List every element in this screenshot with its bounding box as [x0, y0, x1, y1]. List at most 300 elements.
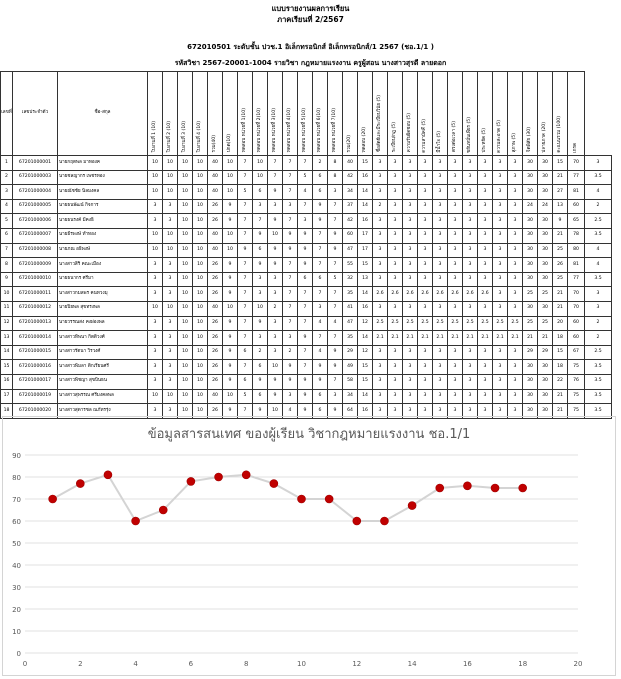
table-cell: 10 — [178, 258, 193, 273]
table-cell: 7 — [238, 170, 253, 185]
table-cell: 21 — [553, 287, 568, 302]
table-cell: 3.5 — [585, 404, 612, 419]
table-cell: 9 — [328, 243, 343, 258]
table-cell: 3 — [493, 345, 508, 360]
table-cell: 7 — [283, 170, 298, 185]
table-cell: 9 — [328, 228, 343, 243]
table-cell: 3 — [493, 214, 508, 229]
table-cell: 3 — [508, 404, 523, 419]
table-cell: 2.5 — [433, 316, 448, 331]
table-cell: 3 — [448, 360, 463, 375]
table-cell: 9 — [223, 316, 238, 331]
table-cell: 3 — [388, 272, 403, 287]
score-line-chart — [3, 417, 615, 675]
table-cell: 3 — [478, 301, 493, 316]
table-cell: 40 — [208, 301, 223, 316]
table-cell: 10 — [268, 228, 283, 243]
student-name-cell: นายปิยพล สุขทรงพล — [58, 301, 148, 316]
table-cell: 65 — [568, 214, 585, 229]
table-cell: 3 — [448, 185, 463, 200]
table-cell: 67201000017 — [13, 374, 58, 389]
table-cell: 10 — [178, 316, 193, 331]
table-cell: 10 — [178, 185, 193, 200]
table-cell: 67201000008 — [13, 243, 58, 258]
table-cell: 7 — [238, 287, 253, 302]
table-cell: 3 — [448, 389, 463, 404]
table-cell: 2.5 — [388, 316, 403, 331]
table-cell: 2.1 — [373, 331, 388, 346]
table-cell: 3 — [433, 389, 448, 404]
column-header — [148, 72, 163, 156]
table-cell: 2.6 — [433, 287, 448, 302]
table-cell: 3 — [508, 243, 523, 258]
column-header — [328, 72, 343, 156]
table-cell: 3 — [268, 287, 283, 302]
table-cell: 3 — [388, 374, 403, 389]
table-cell: 5 — [238, 185, 253, 200]
column-header-label: ใบงานที่ 2 (10) — [166, 120, 172, 153]
table-cell: 26 — [208, 345, 223, 360]
table-cell: 6 — [253, 389, 268, 404]
table-cell: 13 — [1, 331, 13, 346]
table-cell: 10 — [193, 228, 208, 243]
column-header — [478, 72, 493, 156]
table-cell: 14 — [358, 287, 373, 302]
table-row — [1, 272, 612, 287]
table-cell: 24 — [538, 199, 553, 214]
table-cell: 10 — [178, 374, 193, 389]
table-cell: 7 — [238, 272, 253, 287]
table-cell: 7 — [1, 243, 13, 258]
table-cell: 3 — [403, 404, 418, 419]
table-cell: 2 — [268, 301, 283, 316]
report-title: แบบรายงานผลการเรียน — [271, 4, 350, 13]
table-cell: 3 — [508, 360, 523, 375]
table-cell: 32 — [343, 272, 358, 287]
table-cell: 26 — [553, 258, 568, 273]
table-cell: 70 — [568, 287, 585, 302]
table-cell: 3 — [163, 272, 178, 287]
x-tick-label: 10 — [297, 660, 306, 668]
table-cell: 30 — [538, 185, 553, 200]
column-header-label: ทดสอบ หน่วยที่ 4(10) — [286, 108, 292, 153]
table-cell: 64 — [343, 404, 358, 419]
table-cell: 3 — [418, 301, 433, 316]
table-cell: 9 — [283, 228, 298, 243]
table-cell: 26 — [208, 331, 223, 346]
table-cell: 10 — [178, 287, 193, 302]
table-cell: 3 — [418, 360, 433, 375]
student-name-cell: นางสาวพิมลา ติกเรียนศรี — [58, 360, 148, 375]
column-header — [178, 72, 193, 156]
y-tick-label: 10 — [12, 628, 21, 636]
table-cell: 3 — [403, 272, 418, 287]
table-cell: 7 — [253, 214, 268, 229]
table-cell: 7 — [298, 156, 313, 171]
table-cell: 3 — [463, 170, 478, 185]
table-cell: 7 — [238, 228, 253, 243]
column-header: เลขที่ — [1, 72, 13, 156]
table-cell: 3 — [388, 258, 403, 273]
table-cell: 67201000014 — [13, 331, 58, 346]
table-cell: 10 — [223, 389, 238, 404]
table-cell: 6 — [313, 404, 328, 419]
series-line — [53, 475, 523, 521]
table-cell: 9 — [283, 374, 298, 389]
table-cell: 3 — [448, 243, 463, 258]
table-row — [1, 170, 612, 185]
table-cell: 9 — [298, 389, 313, 404]
table-cell: 7 — [328, 301, 343, 316]
table-cell: 27 — [553, 185, 568, 200]
table-cell: 3 — [148, 214, 163, 229]
table-cell: 3 — [388, 228, 403, 243]
data-point — [242, 471, 250, 479]
table-cell: 7 — [313, 331, 328, 346]
table-cell: 2.1 — [418, 331, 433, 346]
x-tick-label: 20 — [573, 660, 583, 668]
table-cell: 3 — [448, 301, 463, 316]
table-cell: 7 — [283, 316, 298, 331]
table-cell: 6 — [313, 389, 328, 404]
table-cell: 26 — [208, 404, 223, 419]
column-header-label: ใบงานที่ 4 (10) — [196, 120, 202, 153]
table-cell: 3 — [148, 316, 163, 331]
column-header-label: รวม(20) — [346, 134, 352, 153]
table-cell: 10 — [253, 170, 268, 185]
table-cell: 2.6 — [403, 287, 418, 302]
table-cell: 9 — [223, 374, 238, 389]
table-cell: 10 — [178, 301, 193, 316]
table-cell: 26 — [208, 272, 223, 287]
table-cell: 67201000009 — [13, 258, 58, 273]
table-cell: 30 — [523, 301, 538, 316]
column-header-label: สุภาพ (5) — [511, 132, 517, 153]
x-tick-label: 4 — [133, 660, 138, 668]
table-cell: 3 — [373, 345, 388, 360]
table-cell: 3 — [373, 170, 388, 185]
table-cell: 42 — [343, 170, 358, 185]
table-row — [1, 316, 612, 331]
table-cell: 10 — [193, 374, 208, 389]
table-cell: 2.6 — [478, 287, 493, 302]
table-cell: 2 — [373, 199, 388, 214]
table-cell: 3 — [388, 345, 403, 360]
table-cell: 3 — [253, 331, 268, 346]
column-header — [163, 72, 178, 156]
table-cell: 9 — [223, 345, 238, 360]
chart-container — [2, 416, 616, 676]
table-row — [1, 389, 612, 404]
table-cell: 3 — [478, 170, 493, 185]
table-cell: 7 — [283, 301, 298, 316]
table-cell: 10 — [193, 287, 208, 302]
table-cell: 3 — [373, 404, 388, 419]
table-cell: 10 — [193, 389, 208, 404]
table-row — [1, 214, 612, 229]
table-cell: 10 — [223, 170, 238, 185]
data-point — [408, 502, 416, 510]
table-cell: 10 — [178, 199, 193, 214]
table-cell: 9 — [268, 214, 283, 229]
table-cell: 7 — [283, 258, 298, 273]
table-cell: 10 — [193, 214, 208, 229]
table-cell: 3 — [493, 287, 508, 302]
table-cell: 21 — [553, 301, 568, 316]
table-cell: 30 — [523, 272, 538, 287]
table-cell: 37 — [343, 199, 358, 214]
table-cell: 7 — [313, 258, 328, 273]
table-cell: 7 — [238, 331, 253, 346]
table-cell: 3 — [148, 374, 163, 389]
column-header — [418, 72, 433, 156]
table-cell: 10 — [163, 389, 178, 404]
table-cell: 10 — [178, 331, 193, 346]
table-cell: 15 — [358, 374, 373, 389]
table-cell: 5 — [298, 170, 313, 185]
table-cell: 3 — [418, 156, 433, 171]
table-cell: 2 — [585, 199, 612, 214]
table-cell: 14 — [358, 199, 373, 214]
table-cell: 10 — [268, 404, 283, 419]
table-cell: 18 — [553, 360, 568, 375]
table-cell: 3 — [163, 316, 178, 331]
table-cell: 3 — [418, 345, 433, 360]
table-cell: 10 — [223, 243, 238, 258]
table-cell: 21 — [523, 331, 538, 346]
column-header — [568, 72, 585, 156]
table-cell: 10 — [193, 331, 208, 346]
table-cell: 9 — [238, 243, 253, 258]
table-cell: 3 — [418, 374, 433, 389]
table-cell: 30 — [538, 156, 553, 171]
table-cell: 10 — [148, 170, 163, 185]
data-point — [76, 480, 84, 488]
table-cell: 60 — [568, 331, 585, 346]
table-cell: 17 — [358, 228, 373, 243]
table-cell: 4 — [1, 199, 13, 214]
table-cell: 6 — [253, 243, 268, 258]
y-tick-label: 50 — [12, 540, 21, 548]
table-cell: 3 — [418, 272, 433, 287]
table-cell: 76 — [568, 374, 585, 389]
table-cell: 3 — [313, 301, 328, 316]
table-cell: 2.1 — [433, 331, 448, 346]
column-header — [508, 72, 523, 156]
table-cell: 3 — [253, 272, 268, 287]
table-cell: 10 — [178, 156, 193, 171]
table-cell: 9 — [283, 360, 298, 375]
table-cell: 49 — [343, 360, 358, 375]
table-cell: 3 — [268, 316, 283, 331]
table-cell: 3 — [148, 272, 163, 287]
table-cell: 3 — [418, 243, 433, 258]
table-cell: 3 — [493, 199, 508, 214]
table-row — [1, 199, 612, 214]
table-cell: 3 — [373, 389, 388, 404]
table-cell: 9 — [268, 258, 283, 273]
table-cell: 10 — [253, 301, 268, 316]
table-cell: 4 — [313, 316, 328, 331]
grade-table — [0, 71, 612, 419]
table-cell: 3 — [463, 374, 478, 389]
table-cell: 4 — [585, 243, 612, 258]
student-name-cell: นางสาวสิริ คณะเมือง — [58, 258, 148, 273]
column-header — [223, 72, 238, 156]
table-cell: 29 — [538, 345, 553, 360]
column-header-label: ตรงต่อเวลา (5) — [451, 121, 457, 153]
table-cell: 9 — [223, 258, 238, 273]
column-header — [358, 72, 373, 156]
table-cell: 14 — [358, 185, 373, 200]
table-cell: 40 — [208, 185, 223, 200]
column-header — [313, 72, 328, 156]
table-cell: 10 — [178, 345, 193, 360]
table-cell: 2 — [283, 345, 298, 360]
column-header — [298, 72, 313, 156]
column-header-label: ทดสอบ หน่วยที่ 7(10) — [331, 108, 337, 153]
table-cell: 6 — [238, 374, 253, 389]
table-cell: 21 — [553, 389, 568, 404]
table-cell: 47 — [343, 243, 358, 258]
table-cell: 3 — [508, 185, 523, 200]
table-cell: 3 — [508, 301, 523, 316]
table-cell: 3 — [433, 170, 448, 185]
column-header — [208, 72, 223, 156]
table-cell: 75 — [568, 360, 585, 375]
table-cell: 3 — [328, 185, 343, 200]
column-header-label: ทดสอบ หน่วยที่ 1(10) — [241, 108, 247, 153]
table-cell: 7 — [298, 360, 313, 375]
table-cell: 81 — [568, 185, 585, 200]
table-cell: 8 — [328, 170, 343, 185]
column-header-label: ระเบียบ/กฎ (5) — [391, 121, 397, 153]
chart-title: ข้อมูลสารสนเทศ ของผู้เรียน วิชากฎหมายแรงงาน ชอ.1/1 — [147, 427, 471, 442]
table-cell: 3 — [433, 214, 448, 229]
column-header-label: มีน้ำใจ (5) — [436, 130, 442, 153]
table-cell: 3 — [508, 287, 523, 302]
table-row — [1, 360, 612, 375]
table-cell: 25 — [523, 287, 538, 302]
table-cell: 41 — [343, 301, 358, 316]
table-cell: 7 — [238, 404, 253, 419]
table-cell: 2 — [1, 170, 13, 185]
table-cell: 9 — [298, 331, 313, 346]
table-cell: 3 — [508, 228, 523, 243]
column-header-label: ทดสอบ (20) — [361, 127, 367, 153]
table-cell: 30 — [523, 170, 538, 185]
table-cell: 10 — [193, 199, 208, 214]
table-cell: 2.1 — [508, 331, 523, 346]
table-cell: 25 — [538, 287, 553, 302]
table-cell: 2.1 — [463, 331, 478, 346]
table-cell: 3 — [268, 345, 283, 360]
table-cell: 30 — [523, 404, 538, 419]
table-cell: 3 — [418, 214, 433, 229]
table-cell: 30 — [523, 243, 538, 258]
column-header — [343, 72, 358, 156]
table-cell: 30 — [523, 258, 538, 273]
table-cell: 3 — [478, 258, 493, 273]
column-header-label: ทดสอบ หน่วยที่ 6(10) — [316, 108, 322, 153]
student-name-cell: นางสาวพิชญา สุขบินธน — [58, 374, 148, 389]
table-cell: 10 — [148, 243, 163, 258]
table-cell: 10 — [178, 389, 193, 404]
table-cell: 3 — [403, 170, 418, 185]
table-cell: 3 — [373, 360, 388, 375]
table-row — [1, 156, 612, 171]
table-cell: 10 — [178, 272, 193, 287]
student-name-cell: นายชลญากร เพชรทอง — [58, 170, 148, 185]
table-cell: 9 — [268, 389, 283, 404]
table-cell: 3 — [448, 404, 463, 419]
table-cell: 35 — [343, 331, 358, 346]
table-cell: 2.5 — [508, 316, 523, 331]
table-cell: 6 — [298, 272, 313, 287]
table-cell: 10 — [148, 389, 163, 404]
table-cell: 9 — [328, 345, 343, 360]
table-cell: 3 — [463, 360, 478, 375]
table-cell: 67201000020 — [13, 404, 58, 419]
data-point — [463, 482, 471, 490]
table-cell: 3 — [433, 199, 448, 214]
table-cell: 3 — [373, 258, 388, 273]
table-cell: 2.1 — [493, 331, 508, 346]
y-tick-label: 0 — [16, 650, 21, 658]
table-cell: 2.5 — [478, 316, 493, 331]
table-cell: 7 — [283, 156, 298, 171]
table-cell: 8 — [328, 156, 343, 171]
table-row — [1, 258, 612, 273]
table-cell: 3 — [163, 199, 178, 214]
table-cell: 10 — [223, 156, 238, 171]
table-cell: 10 — [178, 404, 193, 419]
data-point — [159, 506, 167, 514]
table-cell: 9 — [223, 404, 238, 419]
column-header — [433, 72, 448, 156]
table-cell: 3 — [268, 272, 283, 287]
table-cell: 30 — [538, 360, 553, 375]
table-row — [1, 345, 612, 360]
y-tick-label: 30 — [12, 584, 21, 592]
table-cell: 70 — [568, 156, 585, 171]
table-cell: 3 — [493, 301, 508, 316]
table-cell: 7 — [283, 272, 298, 287]
table-cell: 12 — [358, 345, 373, 360]
table-cell: 3 — [493, 360, 508, 375]
data-point — [491, 484, 499, 492]
table-cell: 7 — [238, 214, 253, 229]
table-cell: 67201000016 — [13, 360, 58, 375]
table-cell: 3 — [148, 404, 163, 419]
table-cell: 3.5 — [585, 389, 612, 404]
table-cell: 30 — [523, 156, 538, 171]
table-row — [1, 185, 612, 200]
table-cell: 7 — [283, 214, 298, 229]
table-cell: 9 — [298, 228, 313, 243]
table-cell: 9 — [298, 404, 313, 419]
table-cell: 3 — [388, 185, 403, 200]
table-cell: 29 — [523, 345, 538, 360]
table-cell: 3 — [163, 214, 178, 229]
data-point — [353, 517, 361, 525]
table-cell: 4 — [298, 185, 313, 200]
data-point — [436, 484, 444, 492]
table-cell: 16 — [358, 301, 373, 316]
table-cell: 3 — [478, 389, 493, 404]
table-cell: 3 — [508, 345, 523, 360]
table-cell: 20 — [553, 316, 568, 331]
